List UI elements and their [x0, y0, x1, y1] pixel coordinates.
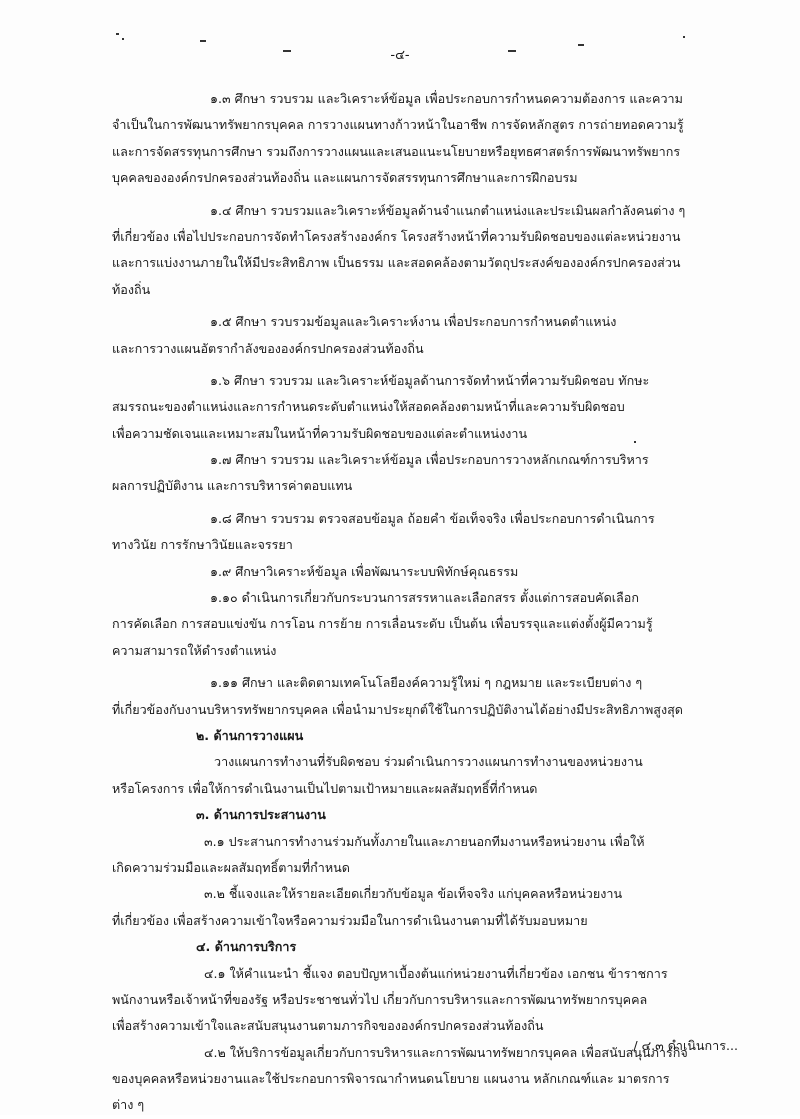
scan-mark — [200, 40, 206, 42]
item-1-4-line-3: และการแบ่งงานภายในให้มีประสิทธิภาพ เป็นธรรม และสอดคล้องตามวัตถุประสงค์ขององค์กรปกครองส่วน — [112, 255, 681, 271]
section-2-line-1: วางแผนการทำงานที่รับผิดชอบ ร่วมดำเนินการวางแผนการทำงานของหน่วยงาน — [214, 754, 643, 770]
item-3-1-line-1: ๓.๑ ประสานการทำงานร่วมกันทั้งภายในและภายนอกทีมงานหรือหน่วยงาน เพื่อให้ — [204, 833, 645, 849]
section-3-heading: ๓. ด้านการประสานงาน — [196, 807, 326, 823]
scan-mark — [683, 36, 685, 38]
item-4-2-line-2: ของบุคคลหรือหน่วยงานและใช้ประกอบการพิจารณากำหนดนโยบาย แผนงาน หลักเกณฑ์และ มาตรการ — [112, 1071, 670, 1087]
continuation-note: / ๔.๓ ดำเนินการ... — [633, 1038, 738, 1053]
item-4-2-line-1: ๔.๒ ให้บริการข้อมูลเกี่ยวกับการบริหารและการพัฒนาทรัพยากรบุคคล เพื่อสนับสนุนภารกิจ — [204, 1044, 688, 1060]
item-1-10-line-2: การคัดเลือก การสอบแข่งขัน การโอน การย้าย การเลื่อนระดับ เป็นต้น เพื่อบรรจุและแต่งตั้งผู้มีความรู้ — [112, 616, 653, 632]
item-3-2-line-1: ๓.๒ ชี้แจงและให้รายละเอียดเกี่ยวกับข้อมูล ข้อเท็จจริง แก่บุคคลหรือหน่วยงาน — [204, 886, 623, 902]
item-1-3-line-4: บุคคลขององค์กรปกครองส่วนท้องถิ่น และแผนการจัดสรรทุนการศึกษาและการฝึกอบรม — [112, 170, 578, 186]
item-1-5-line-2: และการวางแผนอัตรากำลังขององค์กรปกครองส่วนท้องถิ่น — [112, 340, 424, 356]
item-1-6-line-3: เพื่อความชัดเจนและเหมาะสมในหน้าที่ความรับผิดชอบของแต่ละตำแหน่งงาน — [112, 425, 528, 441]
scan-mark — [634, 441, 636, 443]
item-1-11-line-1: ๑.๑๑ ศึกษา และติดตามเทคโนโลยีองค์ความรู้ใหม่ ๆ กฎหมาย และระเบียบต่าง ๆ — [210, 675, 643, 691]
item-1-9-line-1: ๑.๙ ศึกษาวิเคราะห์ข้อมูล เพื่อพัฒนาระบบพิทักษ์คุณธรรม — [210, 563, 519, 579]
item-1-5-line-1: ๑.๕ ศึกษา รวบรวมข้อมูลและวิเคราะห์งาน เพื่อประกอบการกำหนดตำแหน่ง — [210, 314, 617, 330]
page-number: -๔- — [390, 48, 410, 63]
section-4-heading: ๔. ด้านการบริการ — [196, 939, 297, 955]
item-4-2-line-3: ต่าง ๆ — [112, 1097, 145, 1113]
item-1-3-line-2: จำเป็นในการพัฒนาทรัพยากรบุคคล การวางแผนทางก้าวหน้าในอาชีพ การจัดหลักสูตร การถ่ายทอดความรู้ — [112, 117, 684, 133]
item-3-2-line-2: ที่เกี่ยวข้อง เพื่อสร้างความเข้าใจหรือความร่วมมือในการดำเนินงานตามที่ได้รับมอบหมาย — [112, 912, 588, 928]
item-4-1-line-3: เพื่อสร้างความเข้าใจและสนับสนุนงานตามภารกิจขององค์กรปกครองส่วนท้องถิ่น — [112, 1018, 544, 1034]
section-2-heading: ๒. ด้านการวางแผน — [196, 727, 304, 743]
item-1-10-line-3: ความสามารถให้ดำรงตำแหน่ง — [112, 642, 277, 658]
document-body — [112, 86, 737, 1119]
item-3-1-line-2: เกิดความร่วมมือและผลสัมฤทธิ์ตามที่กำหนด — [112, 859, 350, 875]
item-1-4-line-2: ที่เกี่ยวข้อง เพื่อไปประกอบการจัดทำโครงสร้างองค์กร โครงสร้างหน้าที่ความรับผิดชอบของแต่ละหน่วยงาน — [112, 228, 681, 244]
scan-mark — [116, 33, 119, 35]
item-4-1-line-1: ๔.๑ ให้คำแนะนำ ชี้แจง ตอบปัญหาเบื้องต้นแก่หน่วยงานที่เกี่ยวข้อง เอกชน ข้าราชการ — [204, 965, 668, 981]
item-4-1-line-2: พนักงานหรือเจ้าหน้าที่ของรัฐ หรือประชาชนทั่วไป เกี่ยวกับการบริหารและการพัฒนาทรัพยากรบุคคล — [112, 991, 648, 1007]
item-1-7-line-1: ๑.๗ ศึกษา รวบรวม และวิเคราะห์ข้อมูล เพื่อประกอบการวางหลักเกณฑ์การบริหาร — [210, 452, 649, 468]
item-1-3-line-3: และการจัดสรรทุนการศึกษา รวมถึงการวางแผนและเสนอแนะนโยบายหรือยุทธศาสตร์การพัฒนาทรัพยากร — [112, 143, 681, 159]
item-1-6-line-1: ๑.๖ ศึกษา รวบรวม และวิเคราะห์ข้อมูลด้านการจัดทำหน้าที่ความรับผิดชอบ ทักษะ — [210, 372, 650, 388]
item-1-4-line-4: ท้องถิ่น — [112, 281, 151, 297]
item-1-6-line-2: สมรรถนะของตำแหน่งและการกำหนดระดับตำแหน่งให้สอดคล้องตามหน้าที่และความรับผิดชอบ — [112, 399, 625, 415]
item-1-11-line-2: ที่เกี่ยวข้องกับงานบริหารทรัพยากรบุคคล เพื่อนำมาประยุกต์ใช้ในการปฏิบัติงานได้อย่างมีประสิทธิภาพสูงสุด — [112, 701, 683, 717]
item-1-8-line-2: ทางวินัย การรักษาวินัยและจรรยา — [112, 537, 293, 553]
item-1-10-line-1: ๑.๑๐ ดำเนินการเกี่ยวกับกระบวนการสรรหาและเลือกสรร ตั้งแต่การสอบคัดเลือก — [210, 590, 639, 606]
section-2-line-2: หรือโครงการ เพื่อให้การดำเนินงานเป็นไปตามเป้าหมายและผลสัมฤทธิ์ที่กำหนด — [112, 780, 538, 796]
scan-mark — [122, 38, 124, 40]
item-1-4-line-1: ๑.๔ ศึกษา รวบรวมและวิเคราะห์ข้อมูลด้านจำแนกตำแหน่งและประเมินผลกำลังคนต่าง ๆ — [210, 202, 686, 218]
item-1-7-line-2: ผลการปฏิบัติงาน และการบริหารค่าตอบแทน — [112, 478, 353, 494]
item-1-3-line-1: ๑.๓ ศึกษา รวบรวม และวิเคราะห์ข้อมูล เพื่อประกอบการกำหนดความต้องการ และความ — [210, 91, 683, 106]
item-1-8-line-1: ๑.๘ ศึกษา รวบรวม ตรวจสอบข้อมูล ถ้อยคำ ข้อเท็จจริง เพื่อประกอบการดำเนินการ — [210, 510, 655, 526]
